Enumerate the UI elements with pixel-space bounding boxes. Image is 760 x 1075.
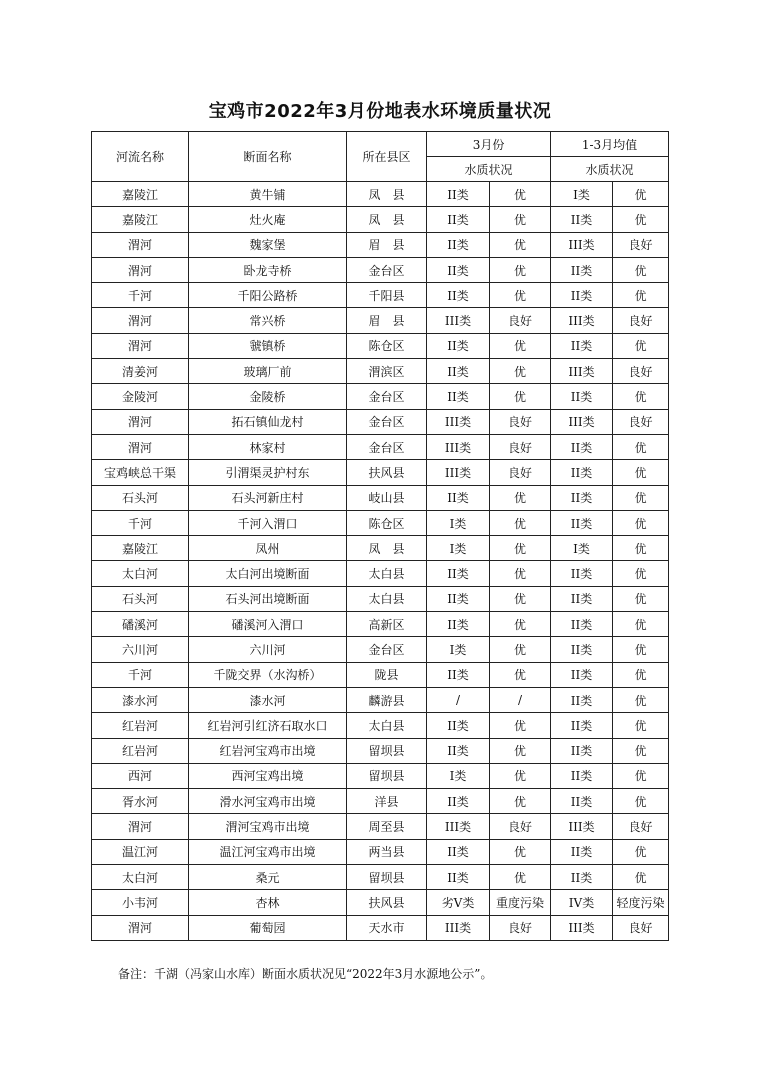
march-class-cell: III类 (427, 409, 490, 434)
march-class-cell: II类 (427, 257, 490, 282)
county-cell: 凤 县 (347, 182, 427, 207)
table-row (92, 637, 669, 662)
q1-class-cell: III类 (551, 232, 613, 257)
river-name-cell: 石头河 (92, 586, 189, 611)
header-county: 所在县区 (347, 132, 427, 182)
q1-status-cell: 优 (613, 207, 669, 232)
q1-class-cell: II类 (551, 789, 613, 814)
county-cell: 陈仓区 (347, 333, 427, 358)
table-row (92, 308, 669, 333)
page-title: 宝鸡市2022年3月份地表水环境质量状况 (208, 101, 552, 122)
header-river: 河流名称 (92, 132, 189, 182)
march-status-cell: 优 (490, 485, 551, 510)
county-cell: 麟游县 (347, 687, 427, 712)
q1-class-cell: II类 (551, 865, 613, 890)
q1-class-cell: II类 (551, 257, 613, 282)
river-name-cell: 渭河 (92, 915, 189, 940)
section-name-cell: 拓石镇仙龙村 (189, 409, 347, 434)
march-class-cell: II类 (427, 283, 490, 308)
march-class-cell: II类 (427, 182, 490, 207)
q1-status-cell: 优 (613, 384, 669, 409)
march-class-cell: III类 (427, 308, 490, 333)
table-row (92, 738, 669, 763)
section-name-cell: 卧龙寺桥 (189, 257, 347, 282)
q1-class-cell: II类 (551, 384, 613, 409)
county-cell: 高新区 (347, 612, 427, 637)
county-cell: 岐山县 (347, 485, 427, 510)
q1-status-cell: 良好 (613, 409, 669, 434)
river-name-cell: 太白河 (92, 865, 189, 890)
march-status-cell: 优 (490, 839, 551, 864)
q1-status-cell: 良好 (613, 915, 669, 940)
table-row (92, 460, 669, 485)
footnote: 备注：千湖（冯家山水库）断面水质状况见“2022年3月水源地公示”。 (118, 967, 493, 981)
q1-class-cell: II类 (551, 637, 613, 662)
q1-status-cell: 良好 (613, 814, 669, 839)
q1-class-cell: III类 (551, 814, 613, 839)
q1-status-cell: 优 (613, 839, 669, 864)
table-row (92, 384, 669, 409)
table-row (92, 283, 669, 308)
county-cell: 太白县 (347, 586, 427, 611)
table-row (92, 257, 669, 282)
county-cell: 眉 县 (347, 232, 427, 257)
river-name-cell: 渭河 (92, 333, 189, 358)
march-status-cell: 优 (490, 561, 551, 586)
table-row (92, 207, 669, 232)
march-status-cell: 优 (490, 637, 551, 662)
table-row (92, 814, 669, 839)
q1-class-cell: II类 (551, 434, 613, 459)
q1-class-cell: II类 (551, 612, 613, 637)
county-cell: 凤 县 (347, 536, 427, 561)
river-name-cell: 渭河 (92, 814, 189, 839)
q1-class-cell: II类 (551, 333, 613, 358)
river-name-cell: 千河 (92, 510, 189, 535)
march-status-cell: 重度污染 (490, 890, 551, 915)
section-name-cell: 渭河宝鸡市出境 (189, 814, 347, 839)
river-name-cell: 胥水河 (92, 789, 189, 814)
county-cell: 金台区 (347, 257, 427, 282)
river-name-cell: 磻溪河 (92, 612, 189, 637)
march-class-cell: III类 (427, 814, 490, 839)
county-cell: 金台区 (347, 434, 427, 459)
q1-class-cell: IV类 (551, 890, 613, 915)
march-status-cell: 良好 (490, 434, 551, 459)
march-status-cell: 良好 (490, 409, 551, 434)
river-name-cell: 漆水河 (92, 687, 189, 712)
q1-status-cell: 优 (613, 612, 669, 637)
table-row (92, 687, 669, 712)
march-class-cell: / (427, 687, 490, 712)
county-cell: 留坝县 (347, 763, 427, 788)
q1-status-cell: 轻度污染 (613, 890, 669, 915)
q1-status-cell: 优 (613, 738, 669, 763)
q1-class-cell: III类 (551, 308, 613, 333)
county-cell: 太白县 (347, 561, 427, 586)
march-status-cell: 优 (490, 232, 551, 257)
q1-class-cell: II类 (551, 662, 613, 687)
march-status-cell: 优 (490, 738, 551, 763)
river-name-cell: 嘉陵江 (92, 536, 189, 561)
river-name-cell: 温江河 (92, 839, 189, 864)
section-name-cell: 金陵桥 (189, 384, 347, 409)
table-row (92, 586, 669, 611)
section-name-cell: 千陇交界（水沟桥） (189, 662, 347, 687)
march-status-cell: 优 (490, 789, 551, 814)
march-status-cell: 优 (490, 207, 551, 232)
table-row (92, 839, 669, 864)
river-name-cell: 金陵河 (92, 384, 189, 409)
q1-status-cell: 优 (613, 561, 669, 586)
table-row (92, 612, 669, 637)
header-section: 断面名称 (189, 132, 347, 182)
header-march: 3月份 (427, 132, 551, 157)
river-name-cell: 渭河 (92, 434, 189, 459)
county-cell: 留坝县 (347, 738, 427, 763)
march-status-cell: 优 (490, 333, 551, 358)
march-class-cell: II类 (427, 839, 490, 864)
river-name-cell: 清姜河 (92, 359, 189, 384)
march-class-cell: II类 (427, 359, 490, 384)
river-name-cell: 石头河 (92, 485, 189, 510)
march-status-cell: 优 (490, 257, 551, 282)
river-name-cell: 千河 (92, 662, 189, 687)
section-name-cell: 凤州 (189, 536, 347, 561)
q1-status-cell: 优 (613, 637, 669, 662)
section-name-cell: 杏林 (189, 890, 347, 915)
q1-class-cell: II类 (551, 839, 613, 864)
march-class-cell: II类 (427, 485, 490, 510)
march-status-cell: / (490, 687, 551, 712)
march-class-cell: II类 (427, 789, 490, 814)
county-cell: 金台区 (347, 409, 427, 434)
river-name-cell: 小韦河 (92, 890, 189, 915)
q1-status-cell: 优 (613, 713, 669, 738)
table-row (92, 232, 669, 257)
section-name-cell: 红岩河引红济石取水口 (189, 713, 347, 738)
march-class-cell: I类 (427, 510, 490, 535)
march-class-cell: II类 (427, 586, 490, 611)
header-march-quality: 水质状况 (427, 157, 551, 182)
q1-class-cell: III类 (551, 359, 613, 384)
table-row (92, 485, 669, 510)
q1-class-cell: II类 (551, 283, 613, 308)
q1-status-cell: 良好 (613, 359, 669, 384)
section-name-cell: 石头河出境断面 (189, 586, 347, 611)
table-row (92, 510, 669, 535)
county-cell: 金台区 (347, 384, 427, 409)
march-status-cell: 优 (490, 586, 551, 611)
section-name-cell: 千阳公路桥 (189, 283, 347, 308)
q1-status-cell: 良好 (613, 232, 669, 257)
q1-class-cell: I类 (551, 536, 613, 561)
march-class-cell: II类 (427, 662, 490, 687)
river-name-cell: 太白河 (92, 561, 189, 586)
q1-status-cell: 优 (613, 662, 669, 687)
q1-class-cell: II类 (551, 687, 613, 712)
county-cell: 天水市 (347, 915, 427, 940)
table-body (92, 182, 669, 941)
table-row (92, 561, 669, 586)
q1-class-cell: II类 (551, 738, 613, 763)
county-cell: 陇县 (347, 662, 427, 687)
march-class-cell: III类 (427, 434, 490, 459)
q1-class-cell: II类 (551, 713, 613, 738)
march-class-cell: II类 (427, 561, 490, 586)
march-class-cell: I类 (427, 536, 490, 561)
march-status-cell: 优 (490, 713, 551, 738)
march-status-cell: 优 (490, 536, 551, 561)
march-class-cell: II类 (427, 232, 490, 257)
river-name-cell: 宝鸡峡总干渠 (92, 460, 189, 485)
river-name-cell: 六川河 (92, 637, 189, 662)
river-name-cell: 渭河 (92, 409, 189, 434)
section-name-cell: 漆水河 (189, 687, 347, 712)
county-cell: 周至县 (347, 814, 427, 839)
march-status-cell: 良好 (490, 814, 551, 839)
march-status-cell: 优 (490, 384, 551, 409)
section-name-cell: 六川河 (189, 637, 347, 662)
march-status-cell: 良好 (490, 915, 551, 940)
q1-status-cell: 优 (613, 586, 669, 611)
q1-status-cell: 优 (613, 536, 669, 561)
table-row (92, 713, 669, 738)
march-class-cell: 劣V类 (427, 890, 490, 915)
q1-class-cell: I类 (551, 182, 613, 207)
march-status-cell: 优 (490, 865, 551, 890)
section-name-cell: 引渭渠灵护村东 (189, 460, 347, 485)
section-name-cell: 西河宝鸡出境 (189, 763, 347, 788)
table-row (92, 409, 669, 434)
river-name-cell: 红岩河 (92, 738, 189, 763)
q1-status-cell: 优 (613, 510, 669, 535)
march-class-cell: II类 (427, 713, 490, 738)
march-status-cell: 优 (490, 763, 551, 788)
section-name-cell: 太白河出境断面 (189, 561, 347, 586)
section-name-cell: 葡萄园 (189, 915, 347, 940)
section-name-cell: 石头河新庄村 (189, 485, 347, 510)
table-row (92, 434, 669, 459)
header-q1-average: 1-3月均值 (551, 132, 669, 157)
section-name-cell: 魏家堡 (189, 232, 347, 257)
march-status-cell: 优 (490, 510, 551, 535)
q1-status-cell: 优 (613, 333, 669, 358)
county-cell: 凤 县 (347, 207, 427, 232)
march-class-cell: I类 (427, 637, 490, 662)
section-name-cell: 常兴桥 (189, 308, 347, 333)
march-status-cell: 良好 (490, 308, 551, 333)
march-class-cell: II类 (427, 207, 490, 232)
q1-status-cell: 优 (613, 763, 669, 788)
river-name-cell: 千河 (92, 283, 189, 308)
march-status-cell: 优 (490, 182, 551, 207)
q1-status-cell: 优 (613, 485, 669, 510)
water-quality-table (91, 131, 669, 941)
q1-class-cell: III类 (551, 915, 613, 940)
section-name-cell: 林家村 (189, 434, 347, 459)
table-row (92, 662, 669, 687)
river-name-cell: 西河 (92, 763, 189, 788)
county-cell: 眉 县 (347, 308, 427, 333)
section-name-cell: 玻璃厂前 (189, 359, 347, 384)
section-name-cell: 滑水河宝鸡市出境 (189, 789, 347, 814)
county-cell: 两当县 (347, 839, 427, 864)
county-cell: 扶风县 (347, 890, 427, 915)
table-row (92, 359, 669, 384)
march-status-cell: 良好 (490, 460, 551, 485)
march-class-cell: II类 (427, 333, 490, 358)
section-name-cell: 黄牛铺 (189, 182, 347, 207)
q1-status-cell: 良好 (613, 308, 669, 333)
q1-class-cell: II类 (551, 485, 613, 510)
q1-class-cell: II类 (551, 460, 613, 485)
section-name-cell: 千河入渭口 (189, 510, 347, 535)
river-name-cell: 嘉陵江 (92, 182, 189, 207)
table-row (92, 333, 669, 358)
q1-status-cell: 优 (613, 182, 669, 207)
section-name-cell: 红岩河宝鸡市出境 (189, 738, 347, 763)
q1-status-cell: 优 (613, 283, 669, 308)
header-q1-quality: 水质状况 (551, 157, 669, 182)
table-row (92, 789, 669, 814)
county-cell: 陈仓区 (347, 510, 427, 535)
march-status-cell: 优 (490, 662, 551, 687)
section-name-cell: 灶火庵 (189, 207, 347, 232)
section-name-cell: 虢镇桥 (189, 333, 347, 358)
march-class-cell: III类 (427, 915, 490, 940)
march-status-cell: 优 (490, 359, 551, 384)
march-class-cell: II类 (427, 865, 490, 890)
section-name-cell: 磻溪河入渭口 (189, 612, 347, 637)
section-name-cell: 桑元 (189, 865, 347, 890)
county-cell: 留坝县 (347, 865, 427, 890)
table-row (92, 865, 669, 890)
q1-status-cell: 优 (613, 865, 669, 890)
table-row (92, 890, 669, 915)
q1-status-cell: 优 (613, 257, 669, 282)
county-cell: 千阳县 (347, 283, 427, 308)
march-class-cell: II类 (427, 384, 490, 409)
table-row (92, 182, 669, 207)
march-class-cell: III类 (427, 460, 490, 485)
q1-class-cell: II类 (551, 510, 613, 535)
county-cell: 扶风县 (347, 460, 427, 485)
q1-class-cell: II类 (551, 561, 613, 586)
march-class-cell: II类 (427, 738, 490, 763)
march-class-cell: II类 (427, 612, 490, 637)
march-class-cell: I类 (427, 763, 490, 788)
table-row (92, 915, 669, 940)
q1-class-cell: III类 (551, 409, 613, 434)
q1-class-cell: II类 (551, 586, 613, 611)
table-row (92, 536, 669, 561)
county-cell: 渭滨区 (347, 359, 427, 384)
county-cell: 太白县 (347, 713, 427, 738)
river-name-cell: 渭河 (92, 308, 189, 333)
q1-status-cell: 优 (613, 460, 669, 485)
march-status-cell: 优 (490, 612, 551, 637)
county-cell: 洋县 (347, 789, 427, 814)
march-status-cell: 优 (490, 283, 551, 308)
q1-status-cell: 优 (613, 434, 669, 459)
q1-status-cell: 优 (613, 789, 669, 814)
river-name-cell: 嘉陵江 (92, 207, 189, 232)
q1-class-cell: II类 (551, 763, 613, 788)
q1-class-cell: II类 (551, 207, 613, 232)
section-name-cell: 温江河宝鸡市出境 (189, 839, 347, 864)
table-row (92, 763, 669, 788)
q1-status-cell: 优 (613, 687, 669, 712)
river-name-cell: 红岩河 (92, 713, 189, 738)
county-cell: 金台区 (347, 637, 427, 662)
river-name-cell: 渭河 (92, 232, 189, 257)
river-name-cell: 渭河 (92, 257, 189, 282)
